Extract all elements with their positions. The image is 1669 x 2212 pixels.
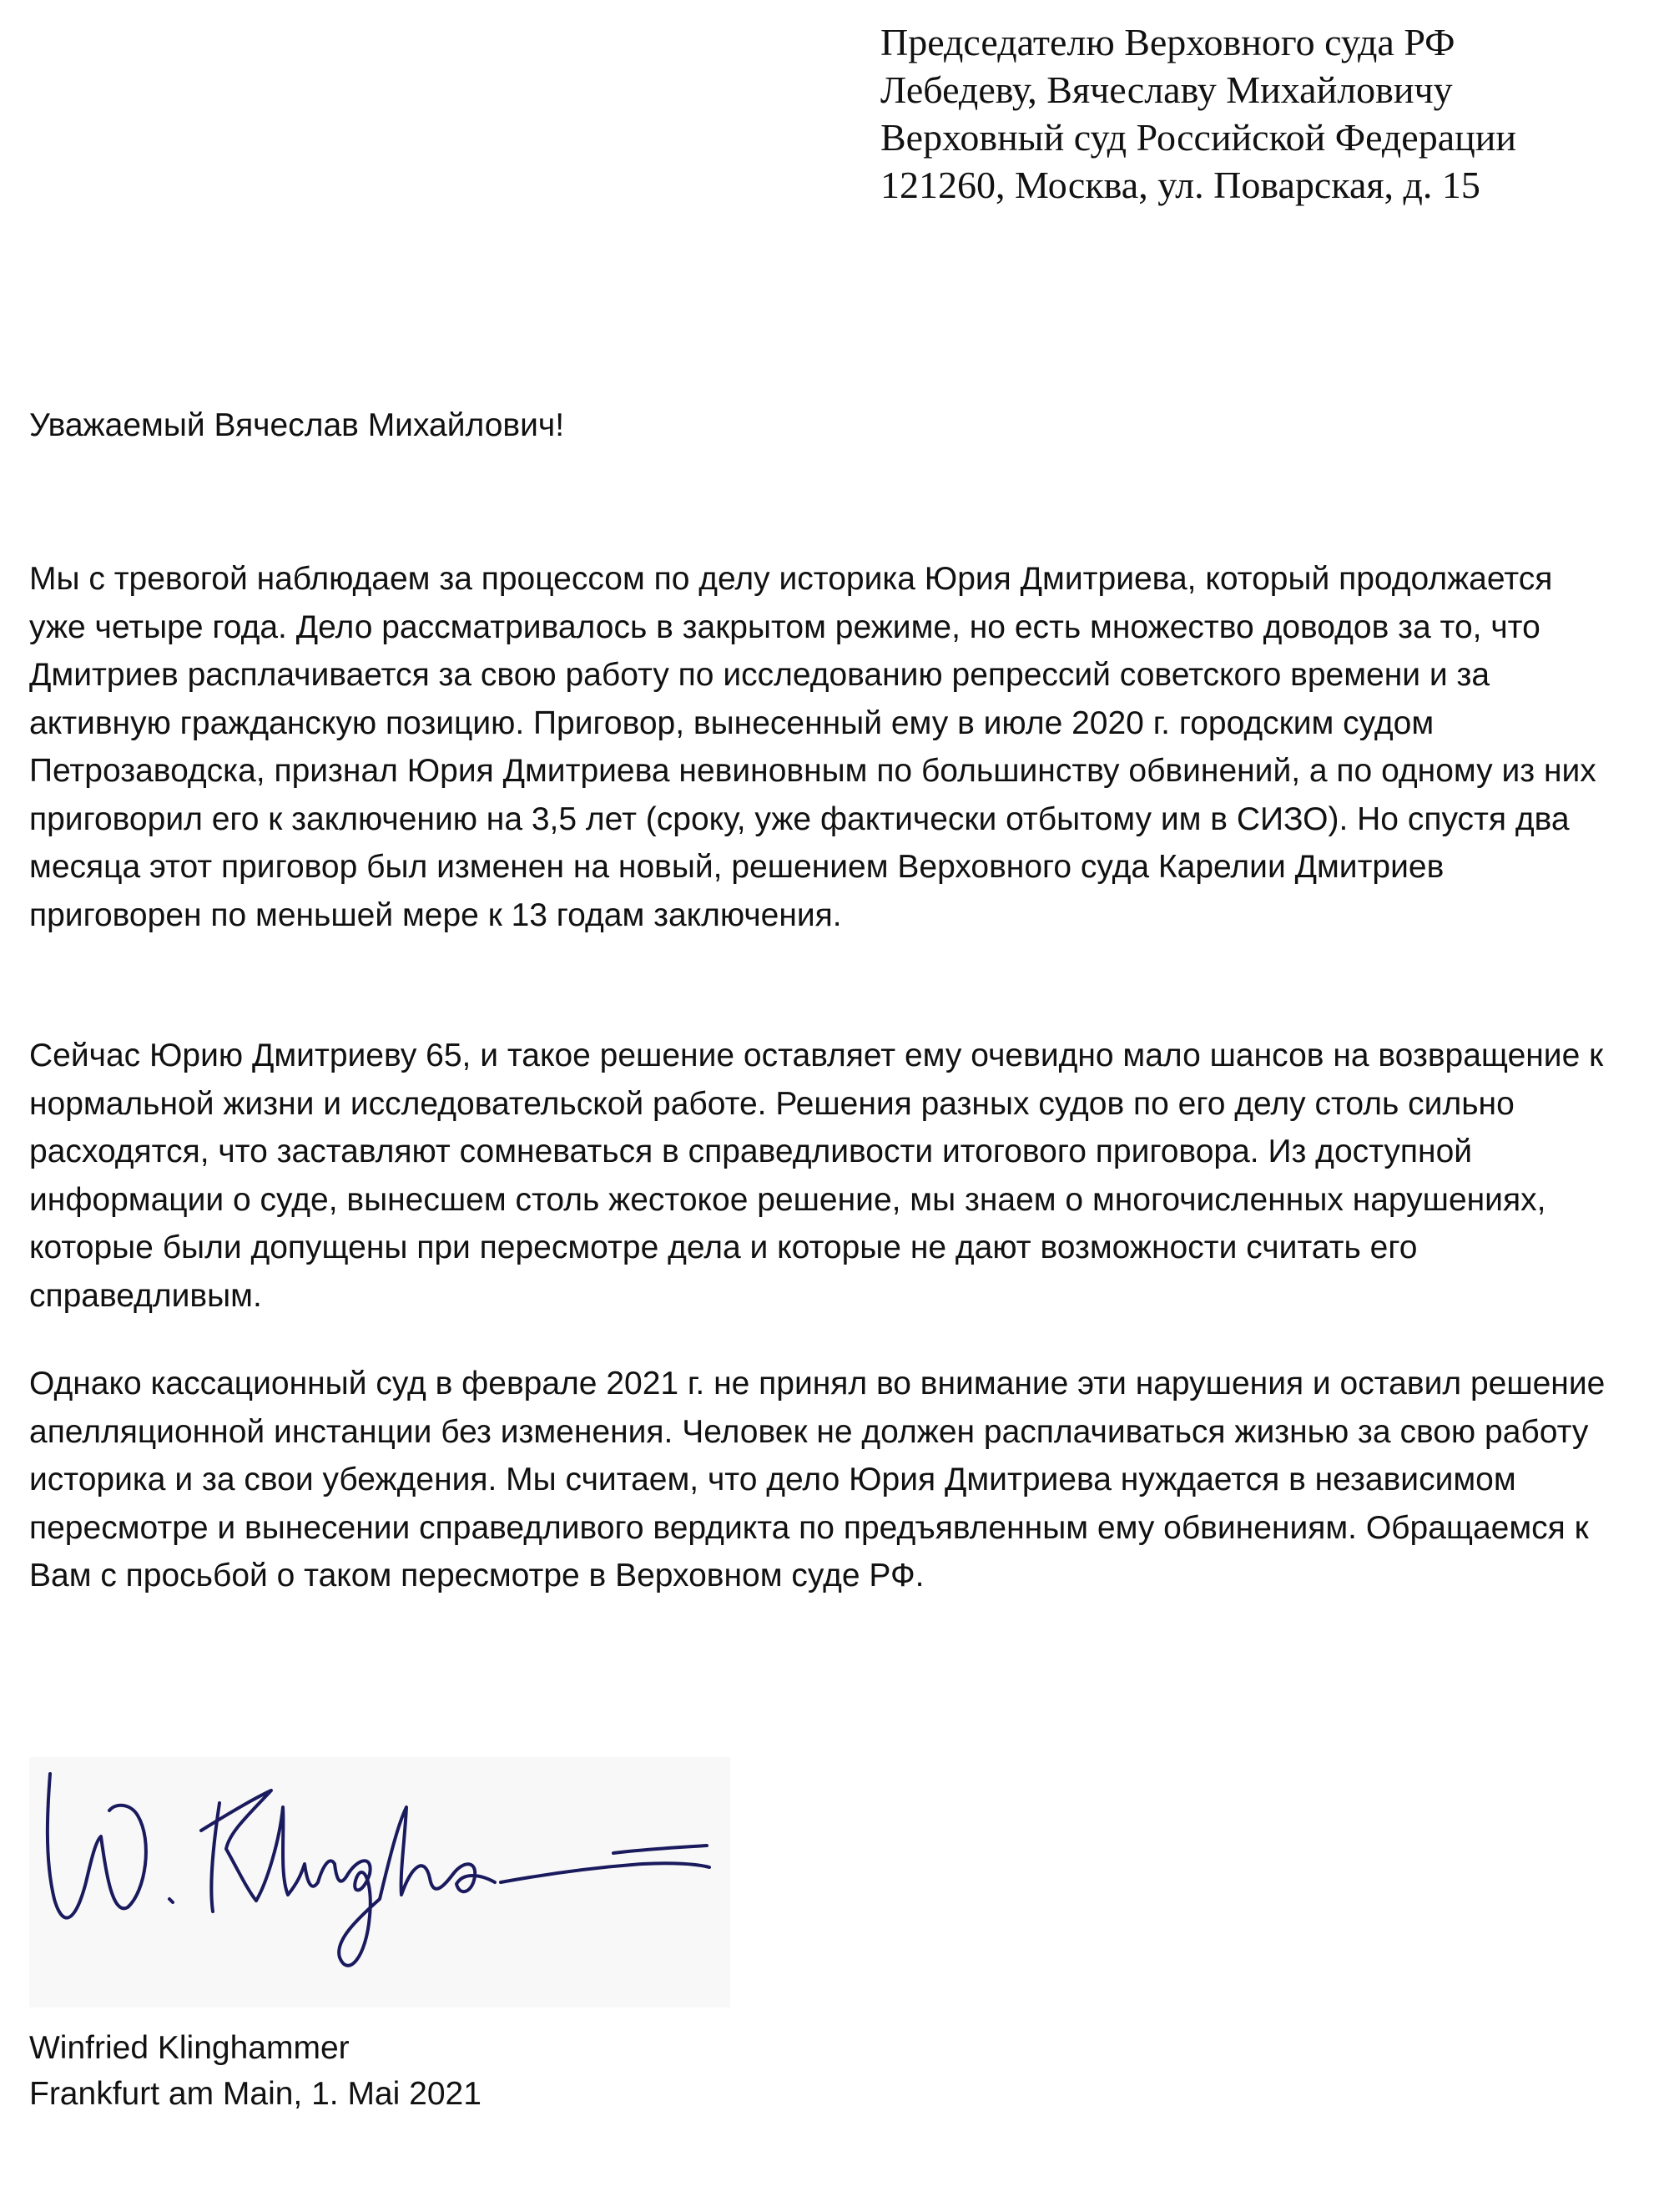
greeting: Уважаемый Вячеслав Михайлович!: [29, 407, 565, 443]
signatory-name: Winfried Klinghammer: [29, 2030, 350, 2066]
paragraph-text: Сейчас Юрию Дмитриеву 65, и такое решение оставляет ему очевидно мало шансов на возвращение к нормальной жизни и исследовательской работе. Решения разных судов по его делу столь сильно расходятся, что заставляют сомневаться в справедливости итогового приговора. Из доступной информации о суде, вынесшем столь жестокое решение, мы знаем о многочисленных нарушениях, которые были допущены при пересмотре дела и которые не дают возможности считать его справедливым.: [29, 1038, 1604, 1314]
letter-paragraph-3: [29, 1360, 1615, 1600]
addressee-line: Председателю Верховного суда РФ: [880, 21, 1455, 63]
letter-paragraph-1: [29, 555, 1615, 939]
signatory-place-date: Frankfurt am Main, 1. Mai 2021: [29, 2076, 482, 2112]
addressee-line: Верховный суд Российской Федерации: [880, 116, 1516, 159]
letter-paragraph-2: [29, 1032, 1615, 1320]
paragraph-text: Мы с тревогой наблюдаем за процессом по делу историка Юрия Дмитриева, который продолжается уже четыре года. Дело рассматривалось в закрытом режиме, но есть множество доводов за то, что Дмитриев расплачивается за свою работу по исследованию репрессий советского времени и за активную гражданскую позицию. Приговор, вынесенный ему в июле 2020 г. городским судом Петрозаводска, признал Юрия Дмитриева невиновным по большинству обвинений, а по одному из них приговорил его к заключению на 3,5 лет (сроку, уже фактически отбытому им в СИЗО). Но спустя два месяца этот приговор был изменен на новый, решением Верховного суда Карелии Дмитриев приговорен по меньшей мере к 13 годам заключения.: [29, 561, 1596, 933]
signature-drawing: [29, 1757, 730, 2007]
addressee-line: 121260, Москва, ул. Поварская, д. 15: [880, 164, 1480, 206]
handwritten-signature: [29, 1757, 730, 2007]
addressee-block: [880, 18, 1631, 209]
paragraph-text: Однако кассационный суд в феврале 2021 г. не принял во внимание эти нарушения и оставил решение апелляционной инстанции без изменения. Человек не должен расплачиваться жизнью за свою работу историка и за свои убеждения. Мы считаем, что дело Юрия Дмитриева нуждается в независимом пересмотре и вынесении справедливого вердикта по предъявленным ему обвинениям. Обращаемся к Вам с просьбой о таком пересмотре в Верховном суде РФ.: [29, 1366, 1606, 1593]
addressee-line: Лебедеву, Вячеславу Михайловичу: [880, 68, 1453, 111]
